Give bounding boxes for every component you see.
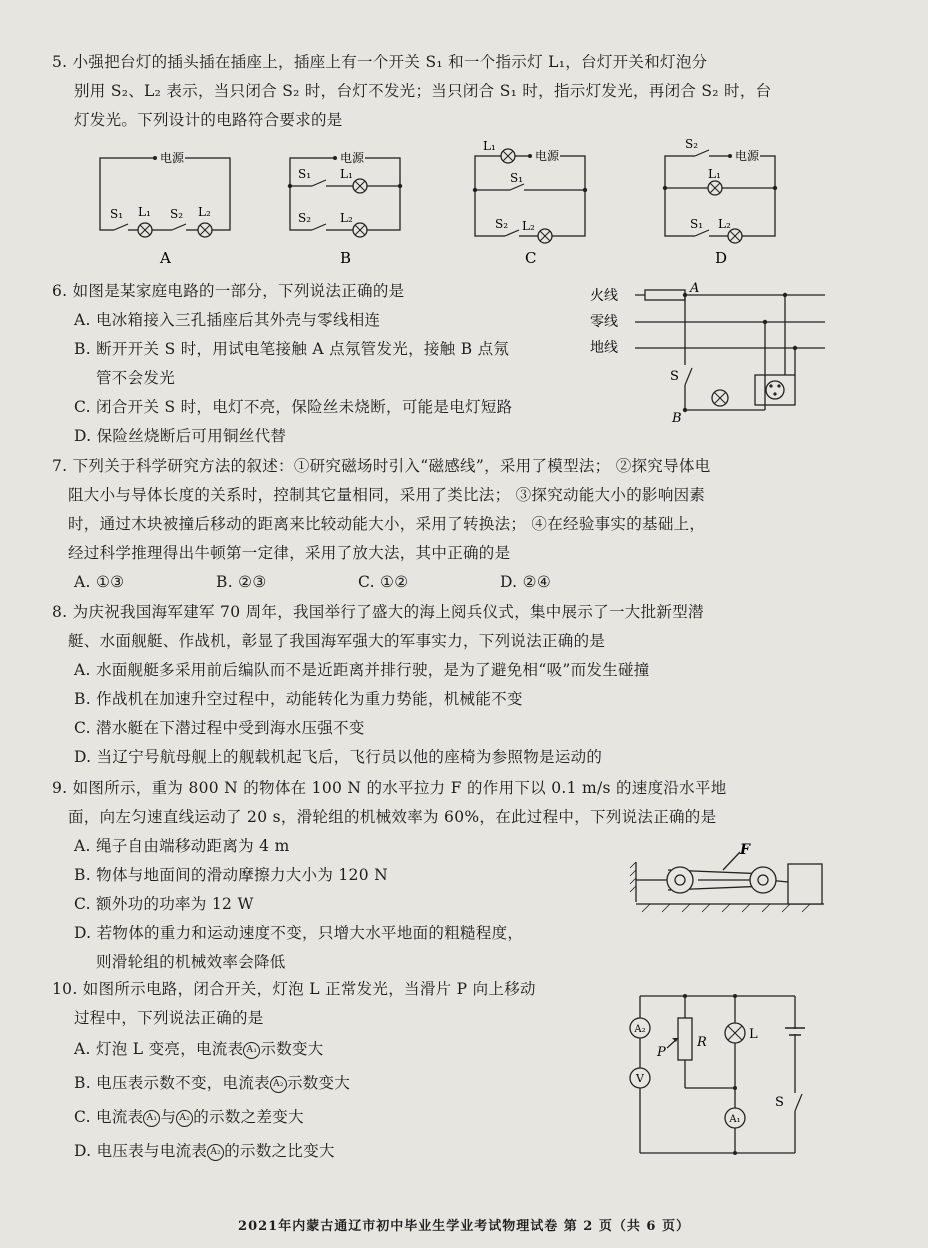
q10-option-b-meter: A₂ [270,1076,287,1093]
q5-line-1: 5. 小强把台灯的插头插在插座上，插座上有一个开关 S₁ 和一个指示灯 L₁，台灯开关和灯泡分 [52,53,708,71]
q10-voltmeter: V [636,1072,644,1085]
q5-c-l2: L₂ [522,219,535,233]
q7-line-3: 时，通过木块被撞后移动的距离来比较动能大小，采用了转换法； ④在经验事实的基础上， [68,515,706,533]
q5-a-l1: L₁ [138,205,151,219]
q9-option-d: D. 若物体的重力和运动速度不变，只增大水平地面的粗糙程度， [74,924,524,942]
q9-option-c: C. 额外功的功率为 12 W [74,895,254,913]
q8-option-c: C. 潜水艇在下潜过程中受到海水压强不变 [74,719,365,737]
q5-label-d: D [715,249,728,267]
q10-option-c-tail: 的示数之差变大 [193,1108,304,1126]
q6-point-a: A [690,281,700,296]
q10-option-d-tail: 的示数之比变大 [224,1142,335,1160]
q10-option-c [52,1103,652,1132]
q10-resistor-r: R [697,1035,707,1050]
q10-ammeter-a1: A₁ [729,1114,741,1125]
q5-d-s2: S₂ [685,138,699,151]
q8-line-2: 艇、水面舰艇、作战机，彰显了我国海军强大的军事实力，下列说法正确的是 [68,632,606,650]
question-8 [52,598,867,772]
q5-label-c: C [525,249,537,267]
q5-c-s1: S₁ [510,171,524,185]
q5-power-c: 电源 [535,149,560,163]
q9-line-1: 9. 如图所示，重为 800 N 的物体在 100 N 的水平拉力 F 的作用下以 0.1 m/s 的速度沿水平地 [52,779,727,797]
q10-option-b-tail: 示数变大 [286,1074,351,1092]
q6-option-d: D. 保险丝烧断后可用铜丝代替 [74,427,287,445]
q5-circuit-figures [90,138,810,268]
q10-option-c-mid: 与 [160,1108,177,1126]
q7-option-c: C. ①② [358,573,409,591]
q9-option-d-cont: 则滑轮组的机械效率会降低 [96,953,286,971]
question-5 [52,48,867,135]
q5-a-s1: S₁ [110,207,124,221]
q5-line-3: 灯发光。下列设计的电路符合要求的是 [74,111,343,129]
q10-option-d [52,1137,652,1166]
q8-option-b: B. 作战机在加速升空过程中，动能转化为重力势能，机械能不变 [74,690,523,708]
q7-option-a: A. ①③ [74,573,125,591]
q5-b-l2: L₂ [340,211,353,225]
q5-c-s2: S₂ [495,217,509,231]
q9-option-a: A. 绳子自由端移动距离为 4 m [74,837,290,855]
page-footer: 2021年内蒙古通辽市初中毕业生学业考试物理试卷 第 2 页（共 6 页） [238,1219,690,1234]
q6-switch-s: S [670,369,679,384]
q10-switch-s: S [775,1095,784,1110]
q7-line-4: 经过科学推理得出牛顿第一定律，采用了放大法，其中正确的是 [68,544,511,562]
q7-line-2: 阻大小与导体长度的关系时，控制其它量相同，采用了类比法； ③探究动能大小的影响因素 [68,486,706,504]
q6-option-b: B. 断开开关 S 时，用试电笔接触 A 点氖管发光，接触 B 点氖 [74,340,510,358]
q10-option-c-meter-1: A₁ [143,1110,160,1127]
q7-option-d: D. ②④ [500,573,552,591]
q5-a-s2: S₂ [170,207,184,221]
q10-ammeter-a2: A₂ [634,1024,646,1035]
q5-b-s1: S₁ [298,167,312,181]
q10-option-b [52,1069,652,1098]
q5-c-l1: L₁ [483,139,496,153]
q10-line-1: 10. 如图所示电路，闭合开关，灯泡 L 正常发光，当滑片 P 向上移动 [52,980,536,998]
q5-b-l1: L₁ [340,167,353,181]
q10-option-d-text: D. 电压表与电流表 [74,1142,208,1160]
q6-neutral-wire: 零线 [590,314,618,330]
q5-line-2: 别用 S₂、L₂ 表示，当只闭合 S₂ 时，台灯不发光；当只闭合 S₁ 时，指示灯发光，再闭合 S₂ 时，台 [74,82,772,100]
q6-option-b-cont: 管不会发光 [96,369,176,387]
q10-option-b-text: B. 电压表示数不变，电流表 [74,1074,270,1092]
q10-option-a [52,1035,652,1064]
question-7 [52,452,867,597]
question-6 [52,277,592,451]
q5-power-a: 电源 [160,151,185,165]
q7-options [52,568,867,597]
q5-power-b: 电源 [340,151,365,165]
q10-option-a-tail: 示数变大 [260,1040,324,1058]
q10-option-d-meter: A₂ [207,1144,224,1161]
q6-ground-wire: 地线 [590,340,618,356]
q6-live-wire: 火线 [590,288,618,304]
q5-d-l1: L₁ [708,167,721,181]
q9-line-2: 面，向左匀速直线运动了 20 s，滑轮组的机械效率为 60%，在此过程中，下列说法正确的是 [68,808,717,826]
q6-stem: 6. 如图是某家庭电路的一部分，下列说法正确的是 [52,282,405,300]
q6-option-c: C. 闭合开关 S 时，电灯不亮，保险丝未烧断，可能是电灯短路 [74,398,513,416]
q5-d-s1: S₁ [690,217,704,231]
q6-option-a: A. 电冰箱接入三孔插座后其外壳与零线相连 [74,311,381,329]
q8-option-d: D. 当辽宁号航母舰上的舰载机起飞后，飞行员以他的座椅为参照物是运动的 [74,748,603,766]
question-10 [52,975,652,1166]
q6-point-b: B [672,411,682,426]
q5-label-a: A [160,249,171,267]
q5-a-l2: L₂ [198,205,211,219]
q10-option-c-meter-2: A₂ [176,1110,193,1127]
q8-option-a: A. 水面舰艇多采用前后编队而不是近距离并排行驶，是为了避免相“吸”而发生碰撞 [74,661,650,679]
q7-option-b: B. ②③ [216,573,267,591]
q5-label-b: B [340,249,352,267]
q5-power-d: 电源 [735,149,760,163]
q10-line-2: 过程中，下列说法正确的是 [74,1009,264,1027]
q10-option-a-meter: A₁ [243,1042,260,1059]
q9-pulley-figure [628,842,828,922]
q7-line-1: 7. 下列关于科学研究方法的叙述：①研究磁场时引入“磁感线”，采用了模型法； ②探究导体电 [52,457,711,475]
q5-b-s2: S₂ [298,211,312,225]
q6-circuit-figure [590,280,840,430]
q10-slider-p: P [657,1045,666,1060]
q10-option-c-text: C. 电流表 [74,1108,144,1126]
q8-line-1: 8. 为庆祝我国海军建军 70 周年，我国举行了盛大的海上阅兵仪式，集中展示了一大批新型潜 [52,603,704,621]
q5-d-l2: L₂ [718,217,731,231]
q10-option-a-text: A. 灯泡 L 变亮，电流表 [74,1040,244,1058]
q9-option-b: B. 物体与地面间的滑动摩擦力大小为 120 N [74,866,388,884]
q9-force-f: F [740,842,750,858]
q10-lamp-l: L [749,1027,758,1042]
q10-circuit-figure [625,988,825,1168]
